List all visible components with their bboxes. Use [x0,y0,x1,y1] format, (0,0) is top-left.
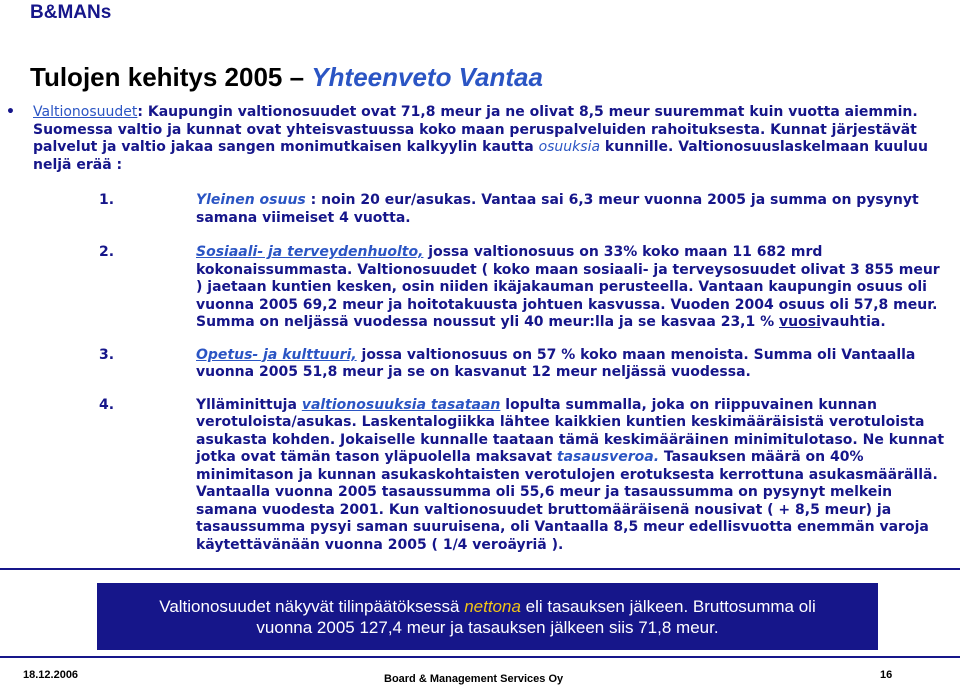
item-highlight: valtionosuuksia tasataan [301,396,501,413]
divider-top [0,568,960,570]
item-number: 3. [99,346,115,363]
item-highlight-2: tasausveroa. [556,449,660,465]
divider-bottom [0,656,960,658]
item-body-2: Tasauksen määrä on 40% minimitason ja kunnan asukaskohtaisten verotulojen erotuksesta kerrottuna asukasmäärällä. Vantaalla vuonna 2005 tasaussumma oli 55,6 meur ja tasaussumma on pysynyt melkein samana vuodesta 2001. Kun valtionosuudet bruttomääräisenä nousivat ( + 8,5 meur) ja tasaussumma pysyi saman suuruisena, oli Vantaalla 8,5 meur edellisvuotta enemmän varoja käytettävänään vuonna 2005 ( 1/4 veroäyriä ). [196,449,938,553]
item-highlight: Yleinen osuus [196,192,306,208]
item-body: : noin 20 eur/asukas. Vantaa sai 6,3 meur vuonna 2005 ja summa on pysynyt samana viimeiset 4 vuotta. [196,192,919,226]
item-tail: vauhtia. [820,314,886,330]
item-number: 2. [99,244,115,260]
summary-banner [97,583,878,650]
bullet-icon: • [6,104,15,120]
item-text [196,347,946,382]
page-number: 16 [880,669,893,681]
intro-link[interactable]: Valtionosuudet [33,104,138,120]
item-body: jossa valtionosuus on 57 % koko maan menoista. Summa oli Vantaalla vuonna 2005 51,8 meur ja se on kasvanut 12 meur neljässä vuodessa. [196,346,916,380]
item-highlight: Sosiaali- ja terveydenhuolto, [196,244,424,260]
item-number: 1. [99,192,115,208]
intro-highlight: osuuksia [538,139,601,155]
footer-date: 18.12.2006 [23,669,79,681]
intro-paragraph [33,104,946,174]
footer-company: Board & Management Services Oy [384,673,564,685]
item-lead: Ylläminittuja [196,396,302,413]
item-body: lopulta summalla, joka on riippuvainen kunnan verotuloista/asukas. Laskentalogiikka lähtee kaikkien kuntien keskimääräisistä verotuloista asukasta kohden. Jokaiselle kunnalle taataan tämä keskimääräinen minimitulotaso. Ne kunnat jotka ovat tämän tason yläpuolella maksavat [196,396,945,465]
banner-text-1b: eli tasauksen jälkeen. Bruttosumma oli [520,596,816,616]
intro-text-2: kunnille. Valtionosuuslaskelmaan kuuluu neljä erää : [33,139,928,173]
title-accent: Yhteenveto Vantaa [311,62,543,92]
item-text [196,397,946,555]
title-main: Tulojen kehitys 2005 – [30,62,312,92]
banner-line-1 [97,596,878,617]
banner-text-1a: Valtionosuudet näkyvät tilinpäätöksessä [159,596,465,616]
item-body: jossa valtionosuus on 33% koko maan 11 682 mrd kokonaissummasta. Valtionosuudet ( koko maan sosiaali- ja terveysosuudet olivat 3 855 meur ) jaetaan kuntien kesken, osin niiden ikäjakauman perusteella. Vantaan kaupungin osuus oli vuonna 2005 69,2 meur ja hoitotakuusta johtuen kasvussa. Vuoden 2004 osuus oli 57,8 meur. Summa on neljässä vuodessa noussut yli 40 meur:lla ja se kasvaa 23,1 % [196,244,940,330]
intro-colon: : [137,104,143,120]
slide-title [30,62,543,93]
list-item-1 [99,192,946,227]
slide-content [6,104,946,554]
list-item-4 [99,396,946,555]
item-text [196,192,946,227]
item-highlight: Opetus- ja kulttuuri, [196,346,357,363]
list-item-3 [99,346,946,382]
list-item-2 [99,244,946,332]
intro-text-1: Kaupungin valtionosuudet ovat 71,8 meur ja ne olivat 8,5 meur suuremmat kuin vuotta aiemmin. Suomessa valtio ja kunnat ovat yhteisvastuussa koko maan peruspalveluiden rahoituksesta. Kunnat järjestävät palvelut ja valtio jakaa sangen monimutkaisen kalkyylin kautta [33,104,918,155]
company-logo: B&MANs [30,2,112,23]
banner-line-2: vuonna 2005 127,4 meur ja tasauksen jälkeen siis 71,8 meur. [256,617,719,637]
banner-highlight: nettona [464,596,521,616]
item-text [196,244,946,332]
item-number: 4. [99,396,115,413]
item-underlined-word: vuosi [779,314,821,330]
